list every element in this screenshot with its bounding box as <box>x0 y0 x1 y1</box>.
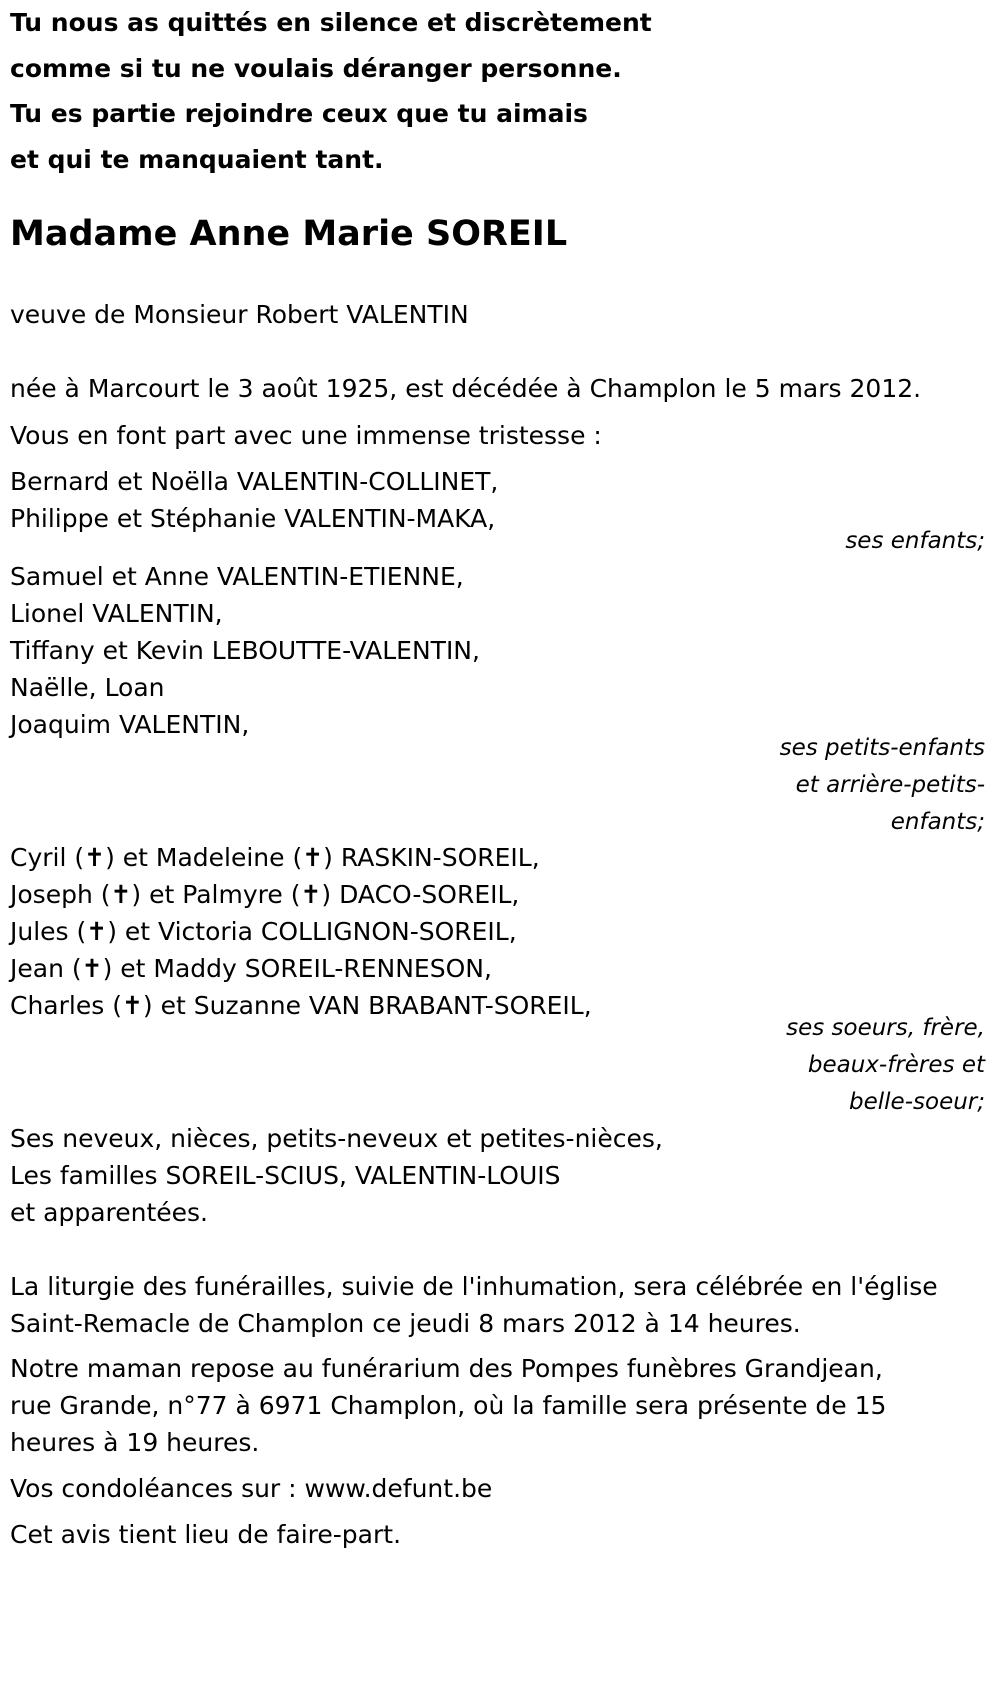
poem-line-3: Tu es partie rejoindre ceux que tu aimais <box>10 99 588 128</box>
grandchildren-line-3: Tiffany et Kevin LEBOUTTE-VALENTIN, <box>10 636 480 665</box>
grandchildren-line-1: Samuel et Anne VALENTIN-ETIENNE, <box>10 562 464 591</box>
others-line-1: Ses neveux, nièces, petits-neveux et petites-nièces, <box>10 1124 663 1153</box>
siblings-line-5: Charles (✝) et Suzanne VAN BRABANT-SOREIL, <box>10 991 592 1020</box>
condolences-line: Vos condoléances sur : www.defunt.be <box>10 1474 493 1503</box>
grandchildren-line-4: Naëlle, Loan <box>10 673 165 702</box>
widow-of: veuve de Monsieur Robert VALENTIN <box>10 300 469 329</box>
siblings-line-2: Joseph (✝) et Palmyre (✝) DACO-SOREIL, <box>10 880 520 909</box>
others-line-2: Les familles SOREIL-SCIUS, VALENTIN-LOUIS <box>10 1161 561 1190</box>
siblings-relation-3: belle-soeur; <box>849 1089 985 1115</box>
poem-line-2: comme si tu ne voulais déranger personne. <box>10 54 622 83</box>
rest-line-2: rue Grande, n°77 à 6971 Champlon, où la famille sera présente de 15 <box>10 1391 887 1420</box>
children-line-1: Bernard et Noëlla VALENTIN-COLLINET, <box>10 467 499 496</box>
grandchildren-relation-2: et arrière-petits- <box>795 772 985 798</box>
birth-death: née à Marcourt le 3 août 1925, est décédée à Champlon le 5 mars 2012. <box>10 374 922 403</box>
poem-line-1: Tu nous as quittés en silence et discrètement <box>10 8 652 37</box>
funeral-line-1: La liturgie des funérailles, suivie de l'inhumation, sera célébrée en l'église <box>10 1272 938 1301</box>
others-line-3: et apparentées. <box>10 1198 208 1227</box>
rest-line-3: heures à 19 heures. <box>10 1428 260 1457</box>
siblings-relation-1: ses soeurs, frère, <box>786 1015 985 1041</box>
siblings-line-1: Cyril (✝) et Madeleine (✝) RASKIN-SOREIL, <box>10 843 540 872</box>
notice-line: Cet avis tient lieu de faire-part. <box>10 1520 402 1549</box>
grandchildren-relation-1: ses petits-enfants <box>779 735 985 761</box>
children-relation: ses enfants; <box>845 528 985 554</box>
grandchildren-line-2: Lionel VALENTIN, <box>10 599 223 628</box>
siblings-relation-2: beaux-frères et <box>807 1052 985 1078</box>
poem-line-4: et qui te manquaient tant. <box>10 145 384 174</box>
siblings-line-3: Jules (✝) et Victoria COLLIGNON-SOREIL, <box>10 917 517 946</box>
rest-line-1: Notre maman repose au funérarium des Pompes funèbres Grandjean, <box>10 1354 883 1383</box>
deceased-name: Madame Anne Marie SOREIL <box>10 214 568 254</box>
grandchildren-relation-3: enfants; <box>890 809 985 835</box>
grandchildren-line-5: Joaquim VALENTIN, <box>10 710 250 739</box>
announcement: Vous en font part avec une immense tristesse : <box>10 421 602 450</box>
siblings-line-4: Jean (✝) et Maddy SOREIL-RENNESON, <box>10 954 492 983</box>
children-line-2: Philippe et Stéphanie VALENTIN-MAKA, <box>10 504 496 533</box>
funeral-line-2: Saint-Remacle de Champlon ce jeudi 8 mars 2012 à 14 heures. <box>10 1309 801 1338</box>
